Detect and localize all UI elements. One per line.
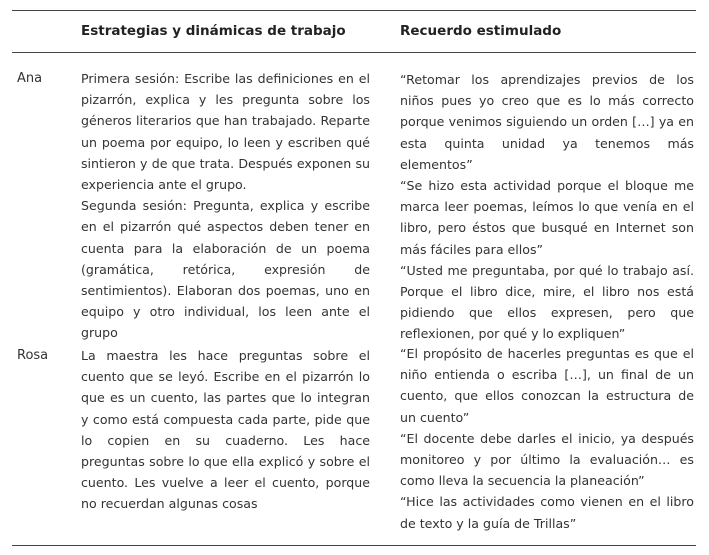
- ana-quote-1: “Retomar los aprendizajes previos de los niños pues yo creo que es lo más correcto porque venimos siguiendo un orden […] ya en esta quinta unidad ya tenemos más elementos”: [400, 72, 694, 172]
- rosa-quote-2: “El docente debe darles el inicio, ya después monitoreo y por último la evaluación… es como lleva la secuencia la planeación”: [400, 430, 694, 489]
- ana-quote-2: “Se hizo esta actividad porque el bloque me marca leer poemas, leímos lo que venía en el libro, pero éstos que busqué en Internet son más fáciles para ellos”: [400, 178, 694, 257]
- table-top-rule: [12, 10, 696, 11]
- table-bottom-rule: [12, 545, 696, 546]
- teacher-name-rosa: Rosa: [17, 348, 49, 363]
- header-rule: [12, 52, 696, 53]
- ana-strategies: [81, 68, 370, 344]
- teacher-name-ana: Ana: [17, 71, 43, 86]
- rosa-strategy: La maestra les hace preguntas sobre el cuento que se leyó. Escribe en el pizarrón lo que es un cuento, las partes que lo integran y como está compuesta cada parte, pide que lo copien en su cuaderno. Les hace preguntas sobre lo que ella explicó y sobre el cuento. Les vuelve a leer el cuento, porque no recuerdan algunas cosas: [81, 348, 370, 512]
- header-strategies: Estrategias y dinámicas de trabajo: [81, 23, 346, 39]
- rosa-recall: [400, 343, 694, 534]
- rosa-quote-3: “Hice las actividades como vienen en el libro de texto y la guía de Trillas”: [400, 494, 694, 531]
- rosa-strategies: [81, 345, 370, 515]
- ana-recall: [400, 69, 694, 345]
- ana-strategy-session-1: Primera sesión: Escribe las definiciones en el pizarrón, explica y les pregunta sobre los géneros literarios que han trabajado. Reparte un poema por equipo, lo leen y escriben qué sintieron y de que trata. Después exponen su experiencia ante el grupo.: [81, 71, 370, 193]
- rosa-quote-1: “El propósito de hacerles preguntas es que el niño entienda o escriba […], un final de un cuento, que ellos conozcan la estructura de un cuento”: [400, 346, 694, 425]
- ana-strategy-session-2: Segunda sesión: Pregunta, explica y escribe en el pizarrón qué aspectos deben tener en cuenta para la elaboración de un poema (gramática, retórica, expresión de sentimientos). Elaboran dos poemas, uno en equipo y otro individual, los leen ante el grupo: [81, 198, 370, 341]
- ana-quote-3: “Usted me preguntaba, por qué lo trabajo así. Porque el libro dice, mire, el libro nos está pidiendo que ellos expresen, pero que reflexionen, por qué y lo expliquen”: [400, 262, 694, 342]
- header-recall: Recuerdo estimulado: [400, 23, 562, 39]
